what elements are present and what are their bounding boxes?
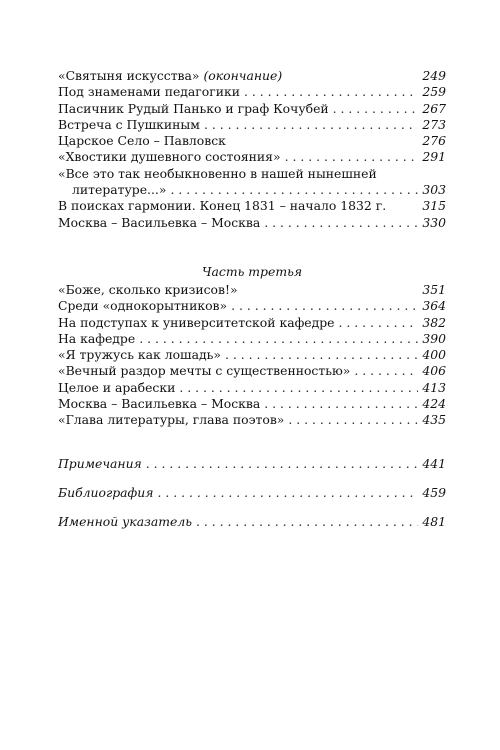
toc-entry-title: Библиография: [58, 485, 154, 500]
toc-entry-title: Именной указатель: [58, 514, 192, 529]
toc-entry-title: Москва – Васильевка – Москва: [58, 214, 261, 230]
part-heading: Часть третья: [201, 264, 303, 279]
toc-entry-title: Встреча с Пушкиным: [58, 116, 200, 132]
leader-dots: [354, 363, 418, 379]
toc-entry-title: «Боже, сколько кризисов!»: [58, 282, 238, 297]
toc-entry-title: Примечания: [58, 456, 142, 471]
toc-entry: [58, 331, 446, 347]
toc-entry: [58, 412, 446, 428]
toc-entry-title: В поисках гармонии. Конец 1831 – начало 1832 г.: [58, 198, 387, 214]
toc-entry: [58, 485, 446, 514]
toc-entry-page: 406: [422, 363, 446, 379]
toc-entry-title: литературе...»: [72, 182, 167, 198]
toc-entry: [58, 396, 446, 412]
toc-entry-title: «Я тружусь как лошадь»: [58, 347, 221, 363]
toc-entry-title: Целое и арабески: [58, 379, 176, 395]
leader-dots: [339, 315, 419, 331]
toc-entry: [58, 215, 446, 231]
leader-dots: [179, 380, 418, 396]
leader-dots: [204, 117, 418, 133]
toc-entry-title: «Глава литературы, глава поэтов»: [58, 412, 285, 428]
toc-entry: [58, 315, 446, 331]
leader-dots: [333, 101, 419, 117]
toc-entry-line1: [58, 166, 446, 182]
toc-entry: [58, 198, 446, 214]
toc-entry: [58, 117, 446, 133]
leader-dots: [170, 182, 418, 198]
toc-entry: [58, 380, 446, 396]
leader-dots: [146, 456, 419, 472]
leader-dots: [264, 215, 418, 231]
toc-entry-page: 330: [422, 214, 446, 230]
toc-entry-page: 273: [422, 116, 446, 132]
toc-entry: [58, 282, 446, 298]
toc-entry-title: «Хвостики душевного состояния»: [58, 149, 281, 165]
toc-entry-page: 459: [422, 485, 446, 500]
toc-entry: [58, 363, 446, 379]
toc-entry-page: 424: [422, 396, 446, 412]
leader-dots: [264, 396, 418, 412]
toc-entry-page: 435: [422, 412, 446, 428]
toc-entry: [58, 347, 446, 363]
toc-entry-page: 291: [422, 149, 446, 165]
leader-dots: [139, 331, 418, 347]
toc-entry-page: 382: [422, 314, 446, 330]
toc-entry-title: На кафедре: [58, 330, 136, 346]
toc-entry-title: Царское Село – Павловск: [58, 133, 226, 149]
leader-dots: [157, 485, 418, 501]
toc-appendices: [58, 456, 446, 543]
toc-entry-title: «Вечный раздор мечты с существенностью»: [58, 363, 351, 379]
toc-entry-title-line1: «Все это так необыкновенно в нашей нынешней: [58, 165, 377, 181]
toc-entry-title: На подступах к университетской кафедре: [58, 314, 335, 330]
toc-entry: [58, 133, 446, 149]
toc-entry: [58, 456, 446, 485]
toc-part3: [58, 264, 446, 429]
toc-entry: [58, 149, 446, 165]
toc-entry-page: 400: [422, 347, 446, 363]
toc-entry-page: 364: [422, 298, 446, 314]
toc-entry: [58, 101, 446, 117]
toc-entry-page: 413: [422, 379, 446, 395]
leader-dots: [244, 84, 418, 100]
toc-entry-page: 390: [422, 330, 446, 346]
toc-entry-page: 249: [422, 68, 446, 83]
toc-entry-page: 267: [422, 100, 446, 116]
toc-entry: [58, 514, 446, 543]
toc-entry-page: 259: [422, 84, 446, 100]
leader-dots: [196, 514, 418, 530]
leader-dots: [285, 149, 419, 165]
toc-entry: [58, 68, 446, 84]
toc-entry-page: 481: [422, 514, 446, 529]
toc-entry-page: 351: [422, 282, 446, 297]
toc-entry-page: 276: [422, 133, 446, 149]
toc-entry: [58, 298, 446, 314]
toc-entry-title: Москва – Васильевка – Москва: [58, 396, 261, 412]
toc-entry-title: «Святыня искусства» (окончание): [58, 68, 283, 83]
toc-entry-title: Пасичник Рудый Панько и граф Кочубей: [58, 100, 329, 116]
toc-entry: [58, 182, 446, 198]
leader-dots: [231, 298, 418, 314]
toc-entry: [58, 84, 446, 100]
toc-entry-title: Под знаменами педагогики: [58, 84, 240, 100]
leader-dots: [225, 347, 418, 363]
toc-entry-page: 303: [422, 182, 446, 198]
leader-dots: [288, 412, 418, 428]
toc-part2-continued: [58, 68, 446, 231]
toc-entry-page: 315: [422, 198, 446, 214]
toc-entry-page: 441: [422, 456, 446, 471]
toc-entry-title: Среди «однокорытников»: [58, 298, 228, 314]
